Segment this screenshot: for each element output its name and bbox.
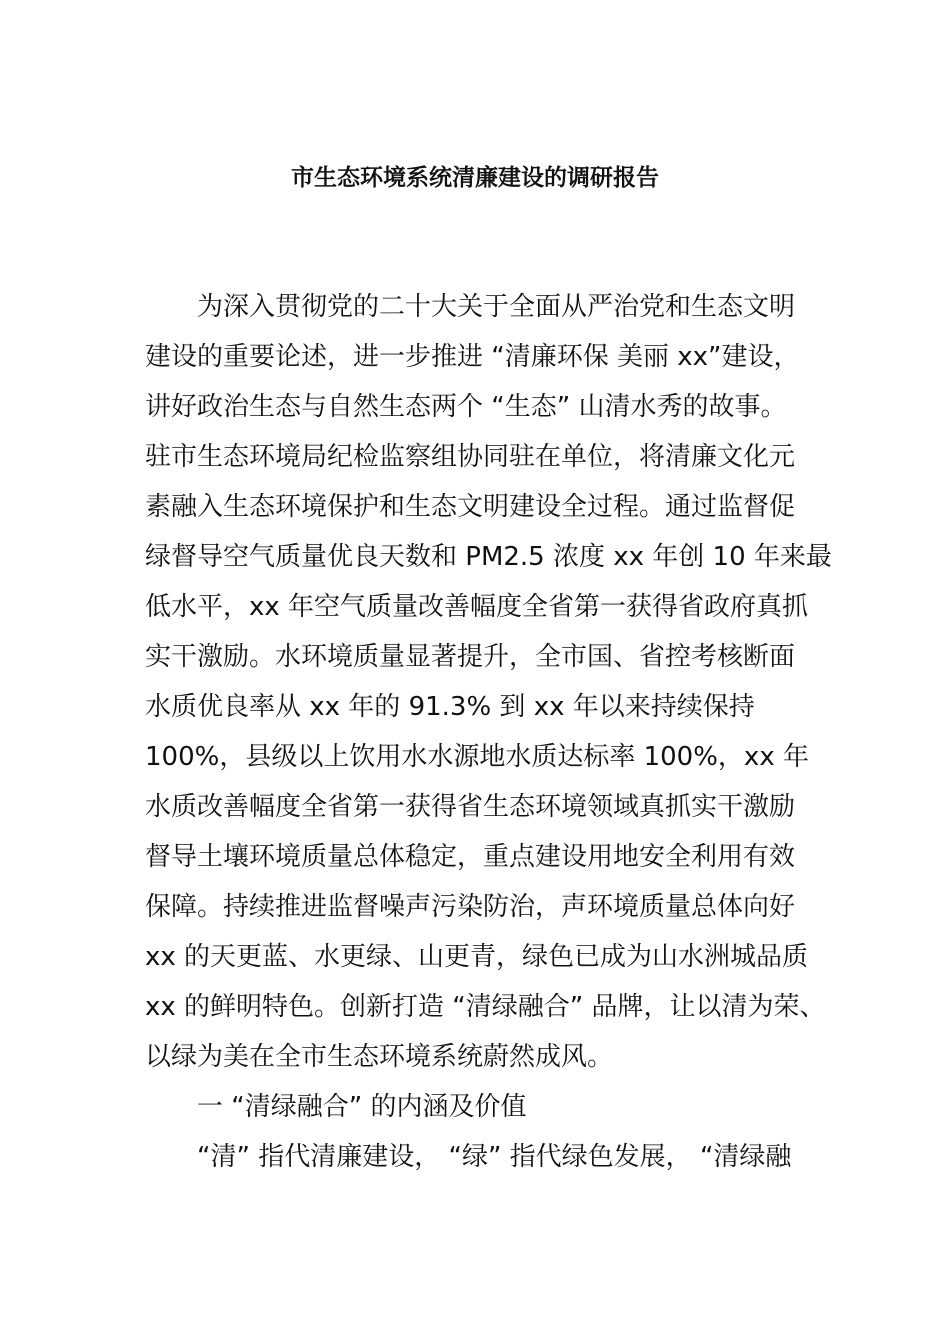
section-heading: 一 “清绿融合” 的内涵及价值 xyxy=(197,1092,527,1122)
paragraph-line: 水质优良率从 xx 年的 91.3% 到 xx 年以来持续保持 xyxy=(145,692,755,722)
document-body xyxy=(145,282,845,1182)
paragraph-line: “清” 指代清廉建设， “绿” 指代绿色发展， “清绿融 xyxy=(197,1142,792,1172)
paragraph-line: 100%，县级以上饮用水水源地水质达标率 100%，xx 年 xyxy=(145,742,809,772)
paragraph-line: xx 的天更蓝、水更绿、山更青，绿色已成为山水洲城品质 xyxy=(145,942,809,972)
paragraph-line: 督导土壤环境质量总体稳定，重点建设用地安全利用有效 xyxy=(145,842,796,872)
document-title: 市生态环境系统清廉建设的调研报告 xyxy=(291,165,659,191)
paragraph-line: 讲好政治生态与自然生态两个 “生态” 山清水秀的故事。 xyxy=(145,392,787,422)
paragraph-line: 绿督导空气质量优良天数和 PM2.5 浓度 xx 年创 10 年来最 xyxy=(145,542,832,572)
paragraph-line: 素融入生态环境保护和生态文明建设全过程。通过监督促 xyxy=(145,492,796,522)
paragraph-line: 为深入贯彻党的二十大关于全面从严治党和生态文明 xyxy=(197,292,796,322)
paragraph-line: 实干激励。水环境质量显著提升，全市国、省控考核断面 xyxy=(145,642,796,672)
paragraph-line: 水质改善幅度全省第一获得省生态环境领域真抓实干激励 xyxy=(145,792,796,822)
paragraph-line: 保障。持续推进监督噪声污染防治，声环境质量总体向好 xyxy=(145,892,796,922)
paragraph-line: xx 的鲜明特色。创新打造 “清绿融合” 品牌，让以清为荣、 xyxy=(145,992,826,1022)
paragraph-line: 建设的重要论述，进一步推进 “清廉环保 美丽 xx”建设， xyxy=(145,342,800,372)
paragraph-line: 驻市生态环境局纪检监察组协同驻在单位，将清廉文化元 xyxy=(145,442,796,472)
paragraph-line: 以绿为美在全市生态环境系统蔚然成风。 xyxy=(145,1042,614,1072)
paragraph-line: 低水平，xx 年空气质量改善幅度全省第一获得省政府真抓 xyxy=(145,592,809,622)
